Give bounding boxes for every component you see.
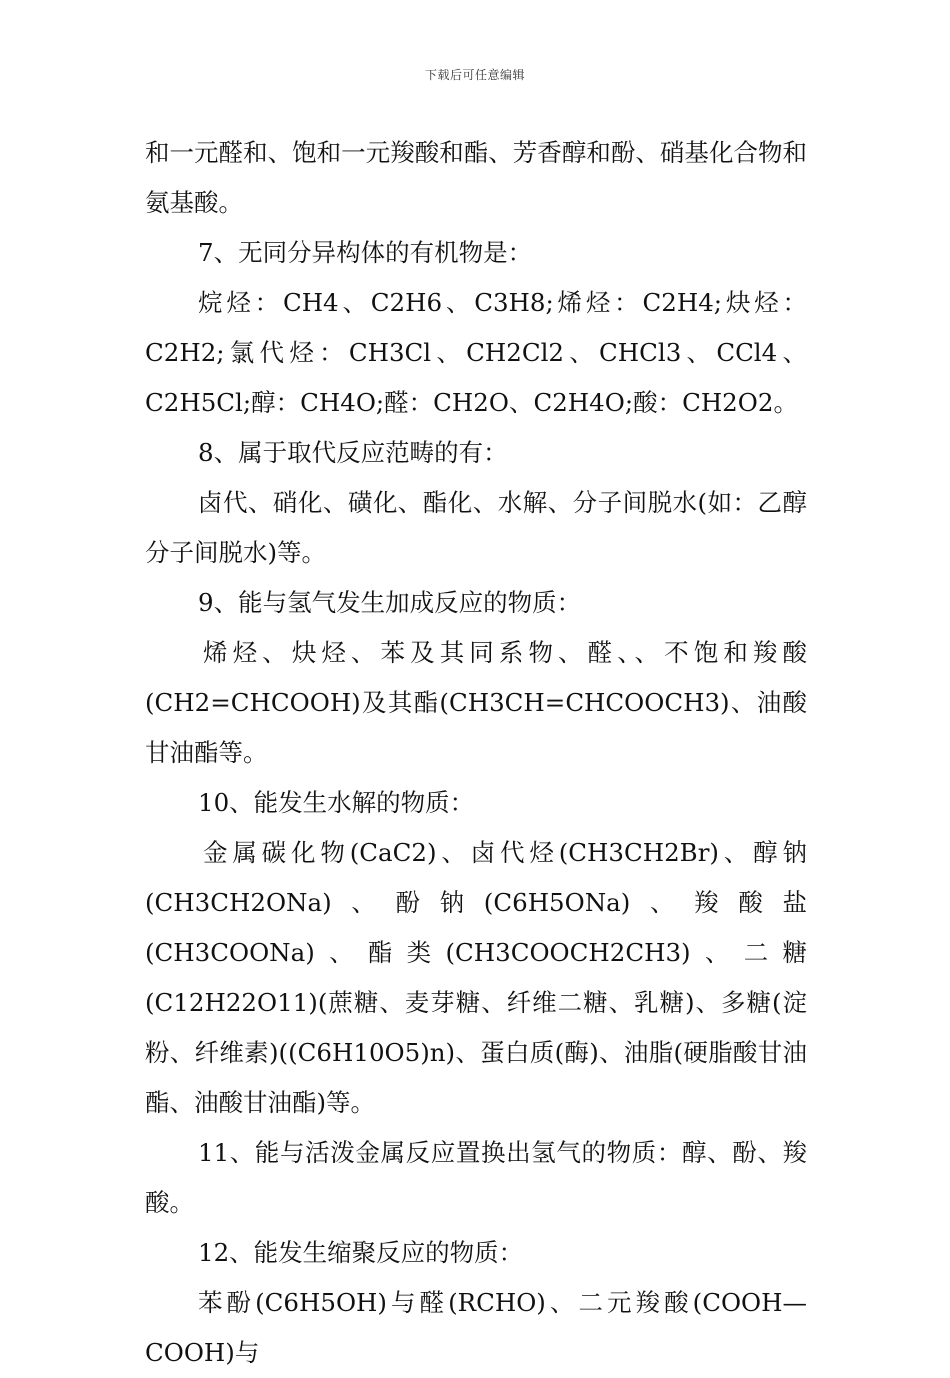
heading-item-10: 10、能发生水解的物质： [198,788,475,817]
heading-item-12: 12、能发生缩聚反应的物质： [198,1238,524,1267]
paragraph-item-8-body: 卤代、硝化、磺化、酯化、水解、分子间脱水(如：乙醇分子间脱水)等。 [145,488,807,567]
document-body [145,128,807,1378]
paragraph-item-7-body: 烷烃：CH4、C2H6、C3H8;烯烃：C2H4;炔烃：C2H2;氯代烃：CH3Cl、CH2Cl2、CHCl3、CCl4、C2H5Cl;醇：CH4O;醛：CH2O、C2H4O;酸：CH2O2。 [145,288,807,417]
header-note: 下载后可任意编辑 [424,68,525,82]
paragraph-continuation: 和一元醛和、饱和一元羧酸和酯、芳香醇和酚、硝基化合物和氨基酸。 [145,138,807,217]
paragraph-item-12-body: 苯酚(C6H5OH)与醛(RCHO)、二元羧酸(COOH—COOH)与 [145,1288,807,1367]
paragraph-item-9-body: 烯烃、炔烃、苯及其同系物、醛、、不饱和羧酸(CH2=CHCOOH)及其酯(CH3CH=CHCOOCH3)、油酸甘油酯等。 [145,638,807,767]
paragraph-item-10-body: 金属碳化物(CaC2)、卤代烃(CH3CH2Br)、醇钠(CH3CH2ONa)、酚钠(C6H5ONa)、羧酸盐(CH3COONa)、酯类(CH3COOCH2CH3)、二糖(C12H22O11)(蔗糖、麦芽糖、纤维二糖、乳糖)、多糖(淀粉、纤维素)((C6H10O5)n)、蛋白质(酶)、油脂(硬脂酸甘油酯、油酸甘油酯)等。 [145,838,807,1117]
heading-item-9: 9、能与氢气发生加成反应的物质： [198,588,582,617]
heading-item-7: 7、无同分异构体的有机物是： [198,238,533,267]
heading-item-8: 8、属于取代反应范畴的有： [198,438,508,467]
heading-item-11: 11、能与活泼金属反应置换出氢气的物质：醇、酚、羧酸。 [145,1138,807,1217]
